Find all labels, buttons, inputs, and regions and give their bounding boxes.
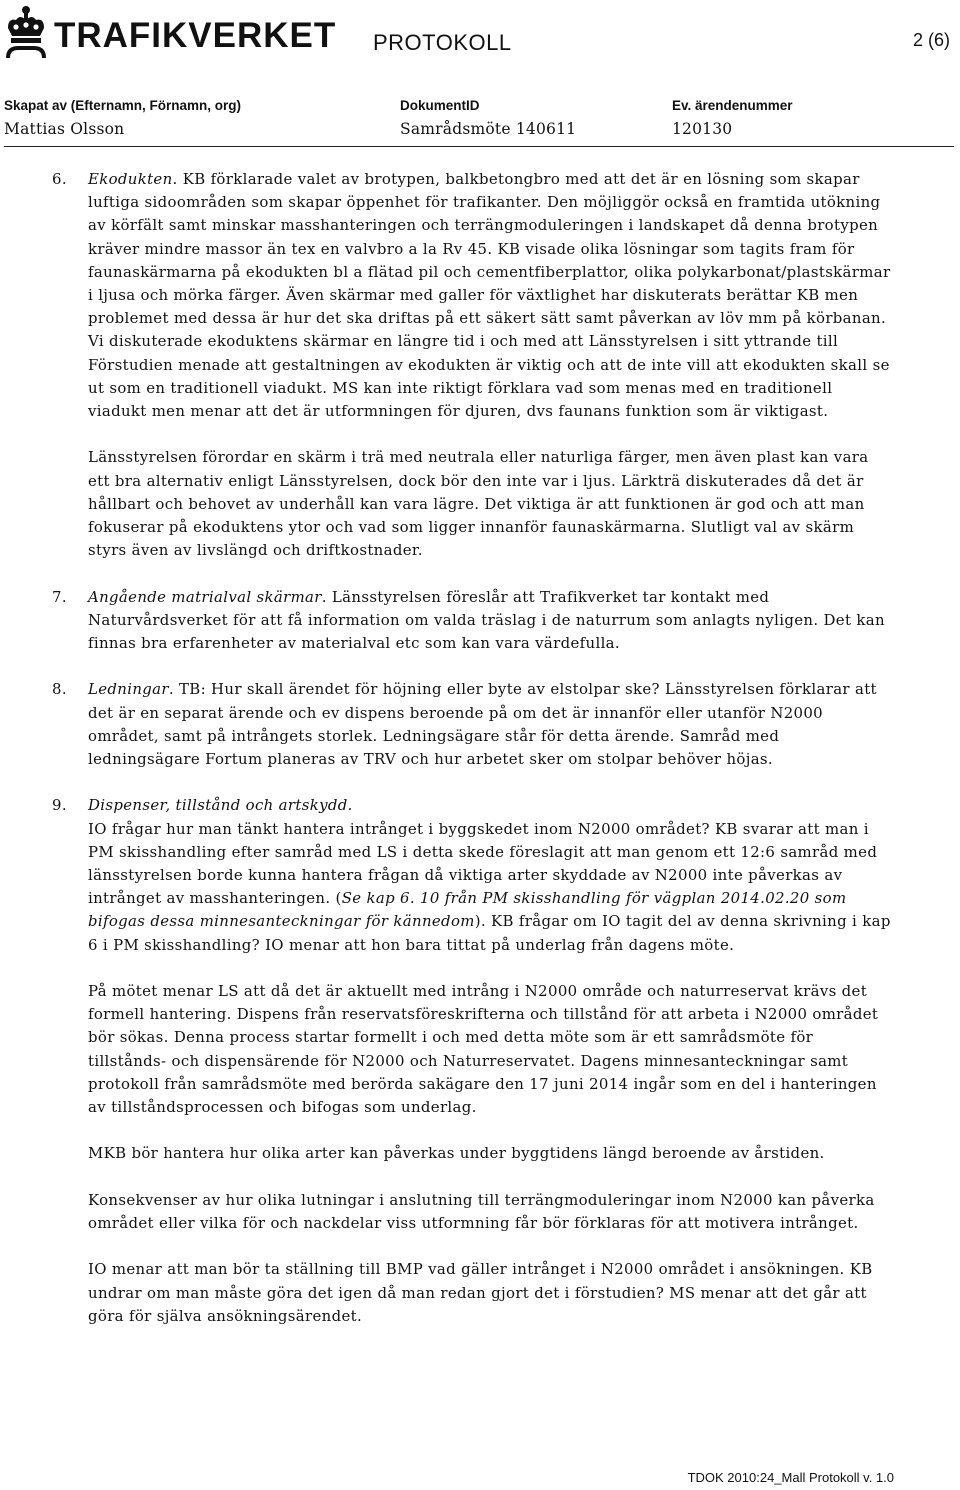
item-title: Ledningar xyxy=(88,680,169,699)
item-text: . KB förklarade valet av brotypen, balkbetongbro med att det är en lösning som skapar luftiga sidoområden som skapar öppenhet för trafikanter. Den möjliggör också en framtida utökning av körfält samt minskar masshanteringen och terrängmoduleringen i landskapet då denna brotypen kräver mindre massor än tex en valvbro a la Rv 45. KB visade olika lösningar som tagits fram för faunaskärmarna på ekodukten bl a flätad pil och cementfiberplattor, olika polykarbonat/plastskärmar i ljusa och mörka färger. Även skärmar med galler för växtlighet har diskuterats berättar KB men problemet med dessa är hur det ska driftas på ett säkert sätt samt påverkan av löv mm på körbanan. Vi diskuterade ekoduktens skärmar en längre tid i och med att Länsstyrelsen i sitt yttrande till Förstudien menade att gestaltningen av ekodukten är viktig och att de inte vill att ekodukten skall se ut som en traditionell viadukt. MS kan inte riktigt förklara vad som menas med en traditionell viadukt men menar att det är utformningen för djuren, dvs faunans funktion som är viktigast. xyxy=(88,170,891,421)
trafikverket-logo xyxy=(4,4,336,60)
author-value: Mattias Olsson xyxy=(4,120,125,138)
document-body xyxy=(0,168,960,1328)
item-paragraph xyxy=(88,168,894,423)
item-paragraph xyxy=(88,586,894,656)
template-footer: TDOK 2010:24_Mall Protokoll v. 1.0 xyxy=(687,1470,894,1485)
brand-name: TRAFIKVERKET xyxy=(54,16,337,55)
item-paragraph xyxy=(88,678,894,771)
item-paragraph: MKB bör hantera hur olika arter kan påverkas under byggtidens längd beroende av årstiden. xyxy=(88,1144,825,1163)
agenda-item-6 xyxy=(52,168,894,562)
agenda-item-7 xyxy=(52,586,894,656)
item-title: Angående matrialval skärmar xyxy=(88,587,322,606)
item-paragraph: Konsekvenser av hur olika lutningar i anslutning till terrängmoduleringar inom N2000 kan påverka området eller vilka för och nackdelar viss utformning får bör förklaras för att motivera intrånget. xyxy=(88,1190,875,1233)
document-id-value: Samrådsmöte 140611 xyxy=(400,120,577,138)
document-header xyxy=(0,0,960,150)
document-type: PROTOKOLL xyxy=(373,30,512,55)
item-paragraph: Länsstyrelsen förordar en skärm i trä med neutrala eller naturliga färger, men även plast kan vara ett bra alternativ enligt Länsstyrelsen, dock bör den inte var i ljus. Lärkträ diskuterades då det är hållbart och behovet av underhåll kan vara lägre. Det viktiga är att funktionen är god och att man fokuserar på ekoduktens ytor och vad som ligger innanför faunaskärmarna. Slutligt val av skärm styrs även av livslängd och driftkostnader. xyxy=(88,448,869,560)
item-text: . Länsstyrelsen föreslår att Trafikverket tar kontakt med Naturvårdsverket för att få information om valda träslag i de naturrum som anlagts nyligen. Det kan finnas bra erfarenheter av materialval etc som kan vara värdefulla. xyxy=(88,587,885,653)
item-number: 7. xyxy=(52,587,67,606)
item-title: Ekodukten xyxy=(88,170,173,188)
author-label: Skapat av (Efternamn, Förnamn, org) xyxy=(4,98,242,113)
header-divider xyxy=(4,146,954,147)
case-number-label: Ev. ärendenummer xyxy=(672,98,793,113)
item-reference: Se kap 6. 10 från PM skisshandling för vägplan 2014.02.20 som bifogas dessa minnesanteckningar för kännedom xyxy=(88,889,847,931)
item-number: 8. xyxy=(52,680,67,699)
crown-icon xyxy=(4,4,48,60)
item-number: 6. xyxy=(52,170,67,188)
agenda-item-8 xyxy=(52,678,894,771)
document-id-label: DokumentID xyxy=(400,98,480,113)
item-title: Dispenser, tillstånd och artskydd. xyxy=(88,796,353,815)
page-number: 2 (6) xyxy=(912,30,950,50)
item-text: . TB: Hur skall ärendet för höjning eller byte av elstolpar ske? Länsstyrelsen förklarar att det är en separat ärende och ev dispens beroende på om det är innanför eller utanför N2000 området, samt på intrångets storlek. Ledningsägare står för detta ärende. Samråd med ledningsägare Fortum planeras av TRV och hur arbetet sker om stolpar behöver höjas. xyxy=(88,680,877,769)
item-paragraph: IO menar att man bör ta ställning till BMP vad gäller intrånget i N2000 området i ansökningen. KB undrar om man måste göra det igen då man redan gjort det i förstudien? MS menar att det går att göra för själva ansökningsärendet. xyxy=(88,1260,873,1325)
item-text: ). KB frågar om IO tagit del av denna skrivning i kap 6 i PM skisshandling? IO menar att hon bara tittat på underlag från dagens möte. xyxy=(88,912,891,954)
item-number: 9. xyxy=(52,796,67,815)
item-paragraph xyxy=(88,794,894,956)
item-text: IO frågar hur man tänkt hantera intrånget i byggskedet inom N2000 området? KB svarar att man i PM skisshandling efter samråd med LS i detta skede föreslagit att man genom ett 12:6 samråd med länsstyrelsen borde kunna hantera frågan då viktiga arter skyddade av N2000 inte påverkas av intrånget av masshanteringen. ( xyxy=(88,819,878,908)
item-paragraph: På mötet menar LS att då det är aktuellt med intrång i N2000 område och naturreservat krävs det formell hantering. Dispens från reservatsföreskrifterna och tillstånd för att arbeta i N2000 området bör sökas. Denna process startar formellt i och med detta möte som är ett samrådsmöte för tillstånds- och dispensärende för N2000 och Naturreservatet. Dagens minnesanteckningar samt protokoll från samrådsmöte med berörda sakägare den 17 juni 2014 ingår som en del i hanteringen av tillståndsprocessen och bifogas som underlag. xyxy=(88,982,879,1117)
case-number-value: 120130 xyxy=(672,120,733,138)
agenda-item-9 xyxy=(52,794,894,1328)
